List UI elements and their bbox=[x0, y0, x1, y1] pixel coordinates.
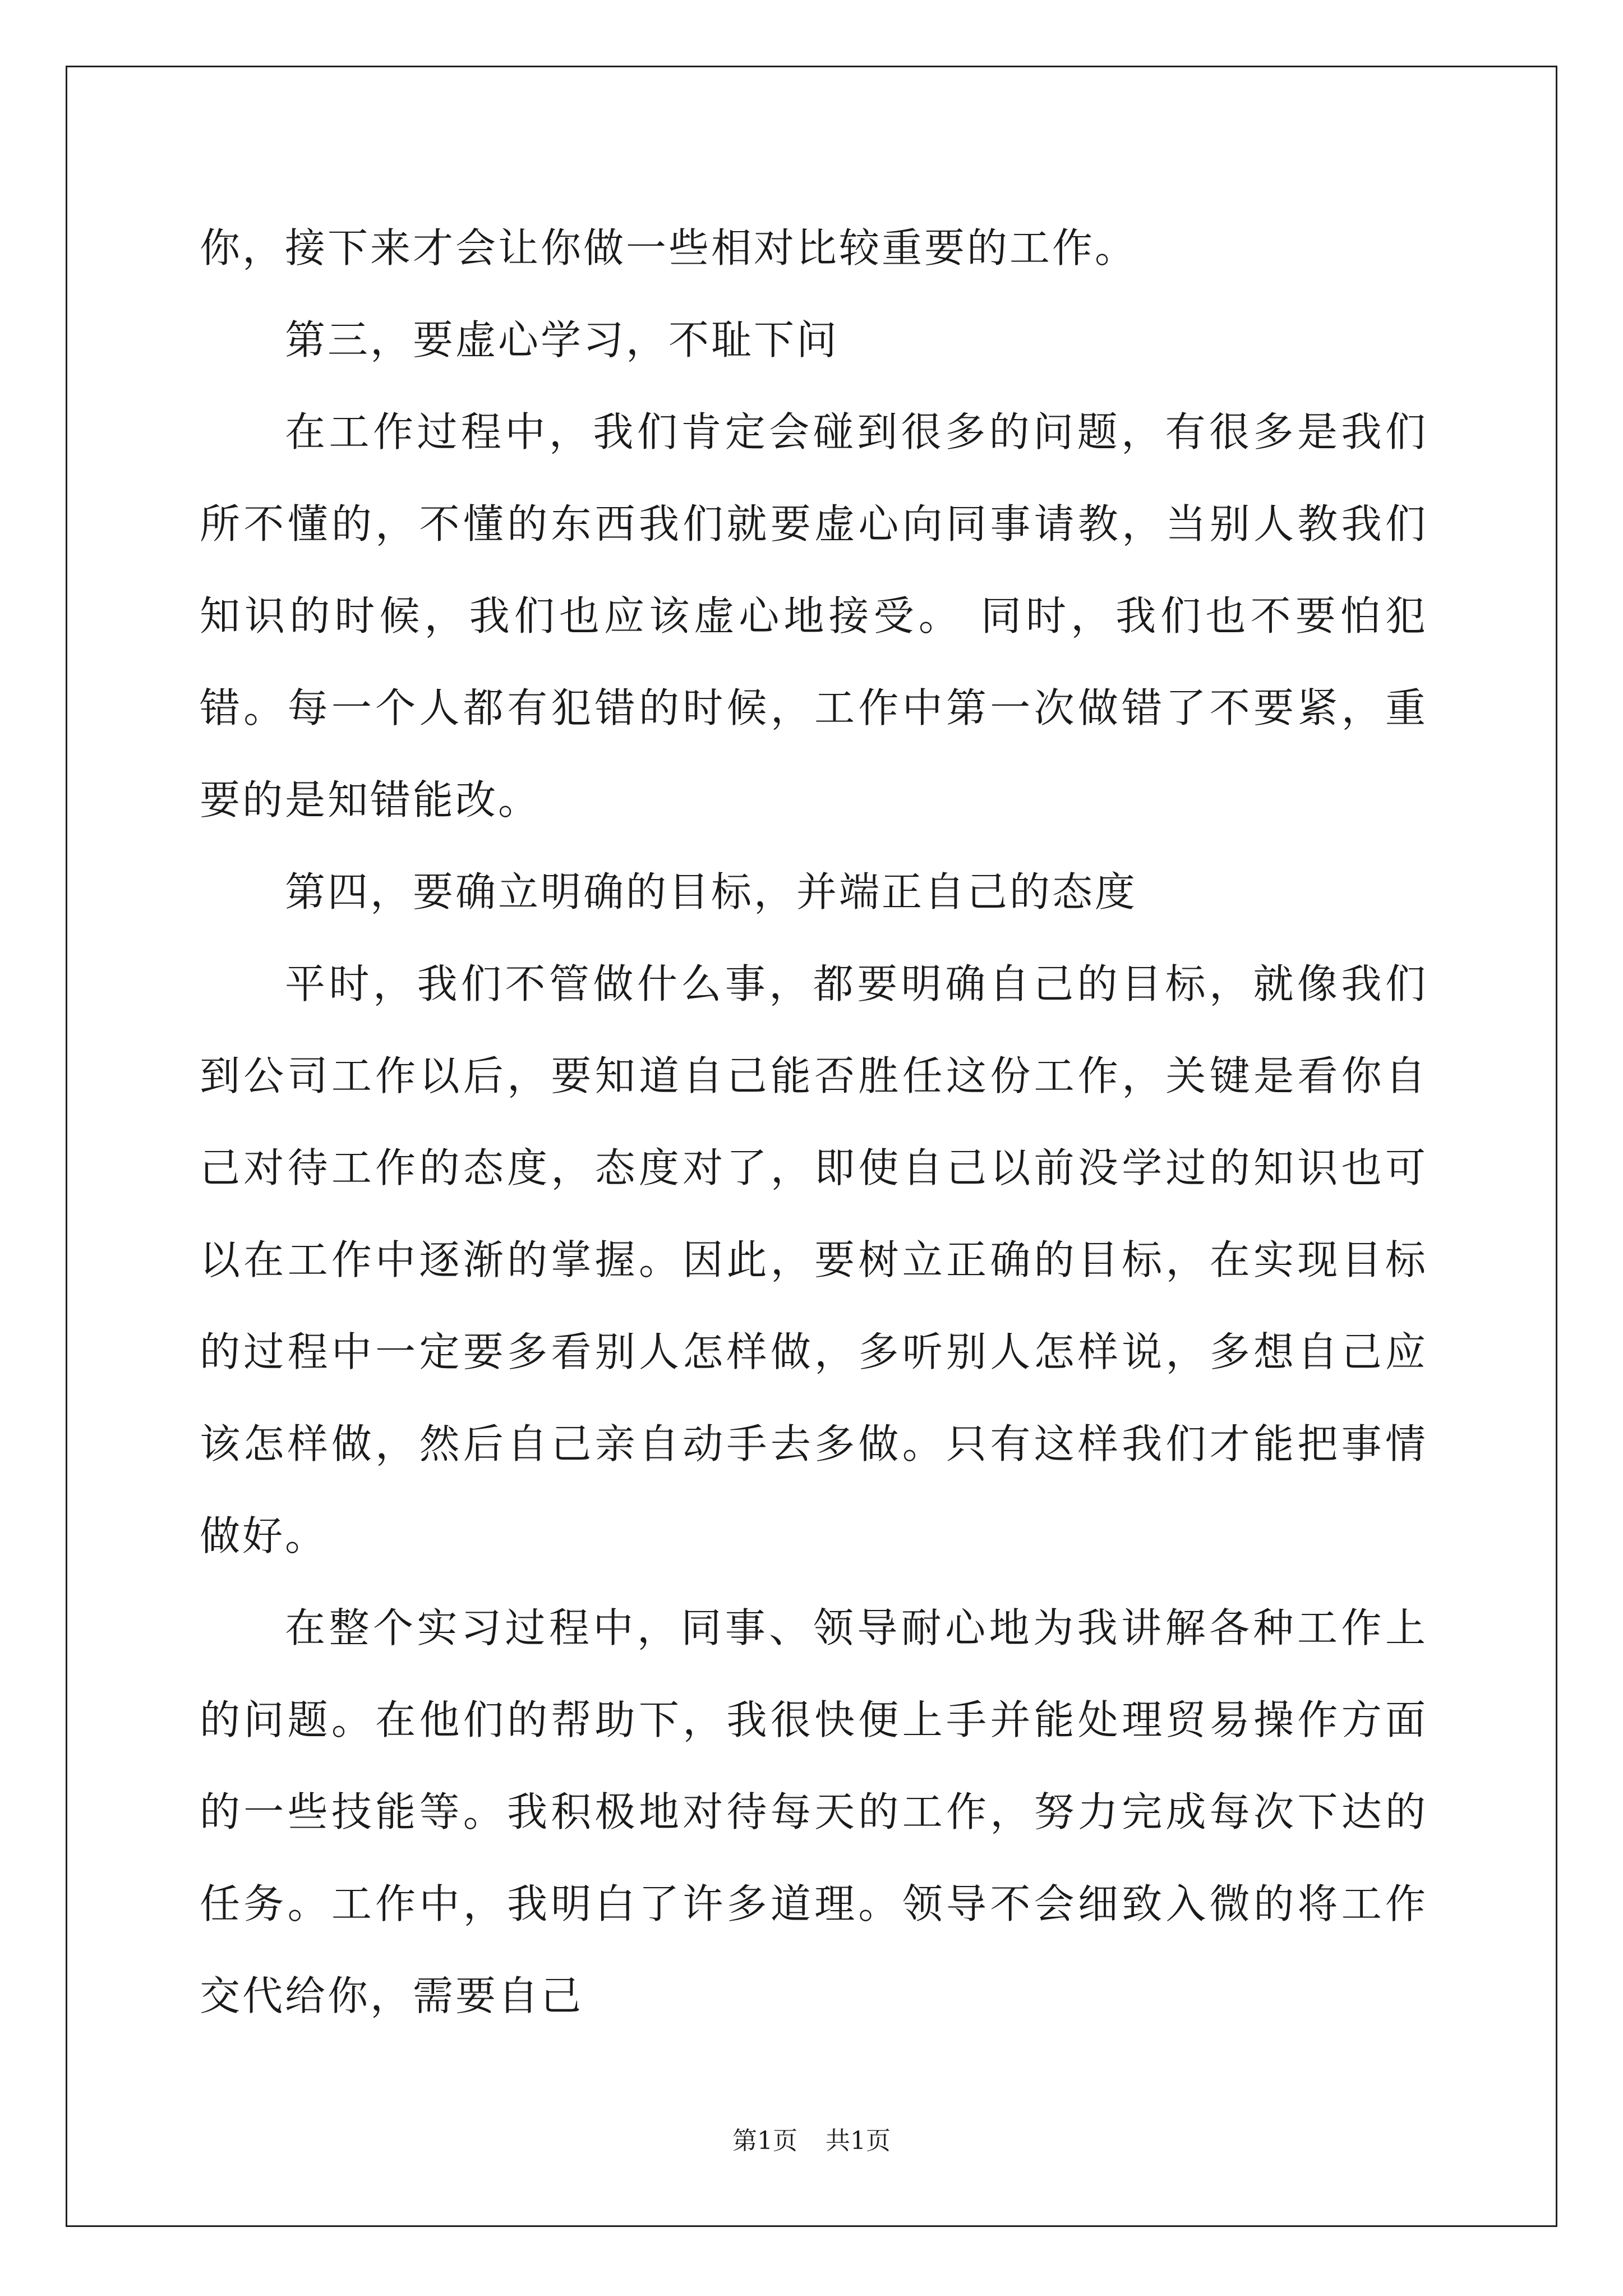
section-heading: 第四，要确立明确的目标，并端正自己的态度 bbox=[285, 868, 1138, 915]
paragraph: 平时，我们不管做什么事，都要明确自己的目标，就像我们到公司工作以后，要知道自己能否胜任这份工作，关键是看你自己对待工作的态度，态度对了，即使自己以前没学过的知识也可以在工作中逐渐的掌握。因此，要树立正确的目标，在实现目标的过程中一定要多看别人怎样做，多听别人怎样说，多想自己应该怎样做，然后自己亲自动手去多做。只有这样我们才能把事情做好。 bbox=[200, 960, 1428, 1559]
paragraph: 在工作过程中，我们肯定会碰到很多的问题，有很多是我们所不懂的，不懂的东西我们就要虚心向同事请教，当别人教我们知识的时候，我们也应该虚心地接受。 同时，我们也不要怕犯错。每一个人都有犯错的时候，工作中第一次做错了不要紧，重要的是知错能改。 bbox=[200, 408, 1428, 823]
page-total: 共1页 bbox=[826, 2127, 891, 2155]
page-number: 第1页 bbox=[732, 2127, 797, 2155]
paragraph: 在整个实习过程中，同事、领导耐心地为我讲解各种工作上的问题。在他们的帮助下，我很快便上手并能处理贸易操作方面的一些技能等。我积极地对待每天的工作，努力完成每次下达的任务。工作中，我明白了许多道理。领导不会细致入微的将工作交代给你，需要自己 bbox=[200, 1604, 1428, 2019]
document-body bbox=[200, 202, 1428, 2042]
section-heading: 第三，要虚心学习，不耻下问 bbox=[285, 316, 840, 364]
paragraph: 你，接下来才会让你做一些相对比较重要的工作。 bbox=[200, 224, 1138, 272]
page-footer bbox=[0, 2120, 1623, 2156]
